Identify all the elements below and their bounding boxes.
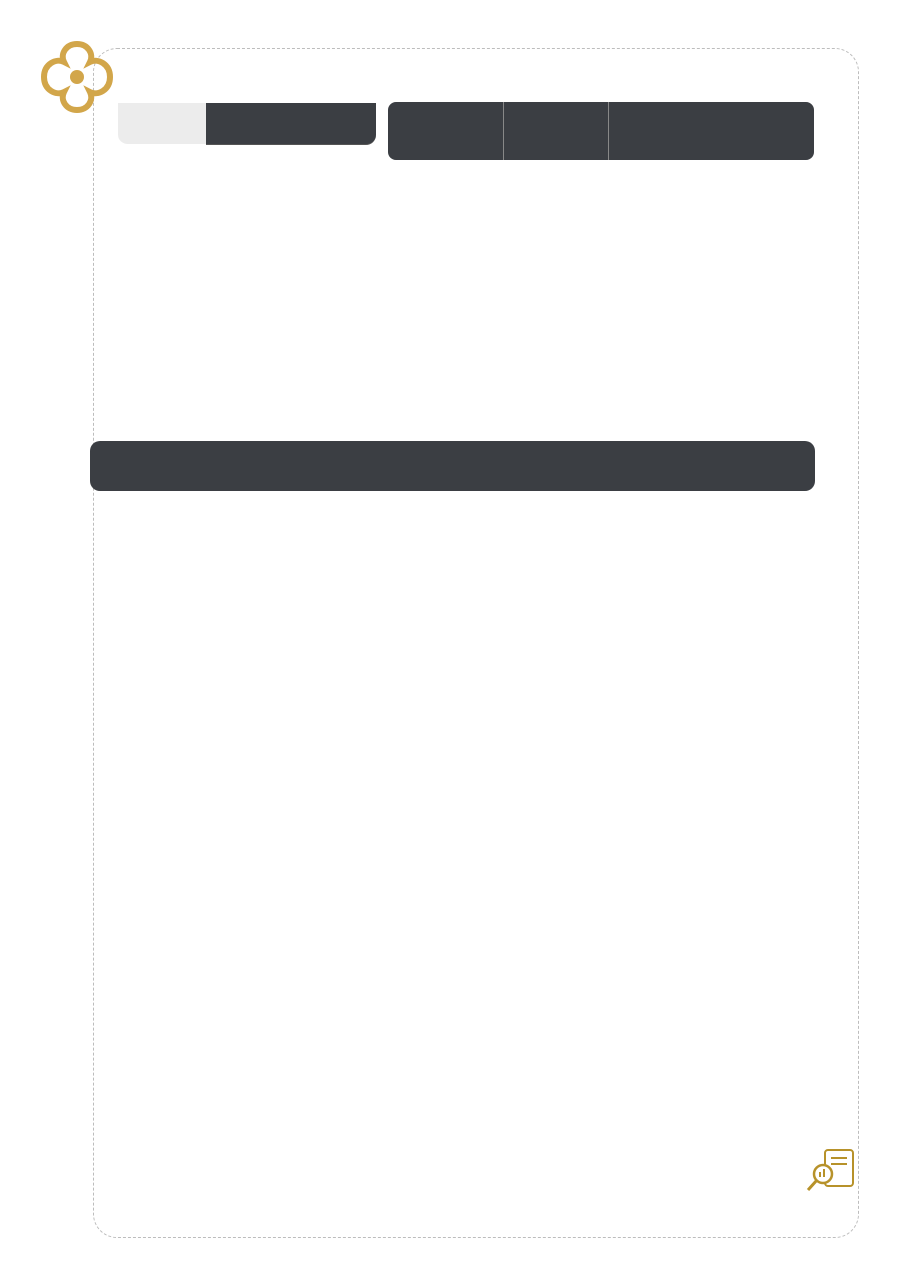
assumptions-header — [388, 102, 814, 160]
margin-line-chart — [70, 1010, 590, 1215]
income-header — [90, 441, 815, 491]
assumptions-header-1404 — [504, 102, 609, 160]
income-statement-table — [90, 441, 815, 491]
flower-logo-icon — [36, 36, 118, 118]
market-cap-row — [118, 103, 376, 145]
market-cap-label — [206, 103, 376, 145]
assumptions-table — [388, 102, 814, 160]
price-table — [118, 103, 376, 145]
document-magnifier-icon — [803, 1148, 859, 1194]
market-cap-value — [118, 103, 206, 145]
assumptions-header-label — [609, 102, 814, 160]
assumptions-header-1405 — [388, 102, 504, 160]
